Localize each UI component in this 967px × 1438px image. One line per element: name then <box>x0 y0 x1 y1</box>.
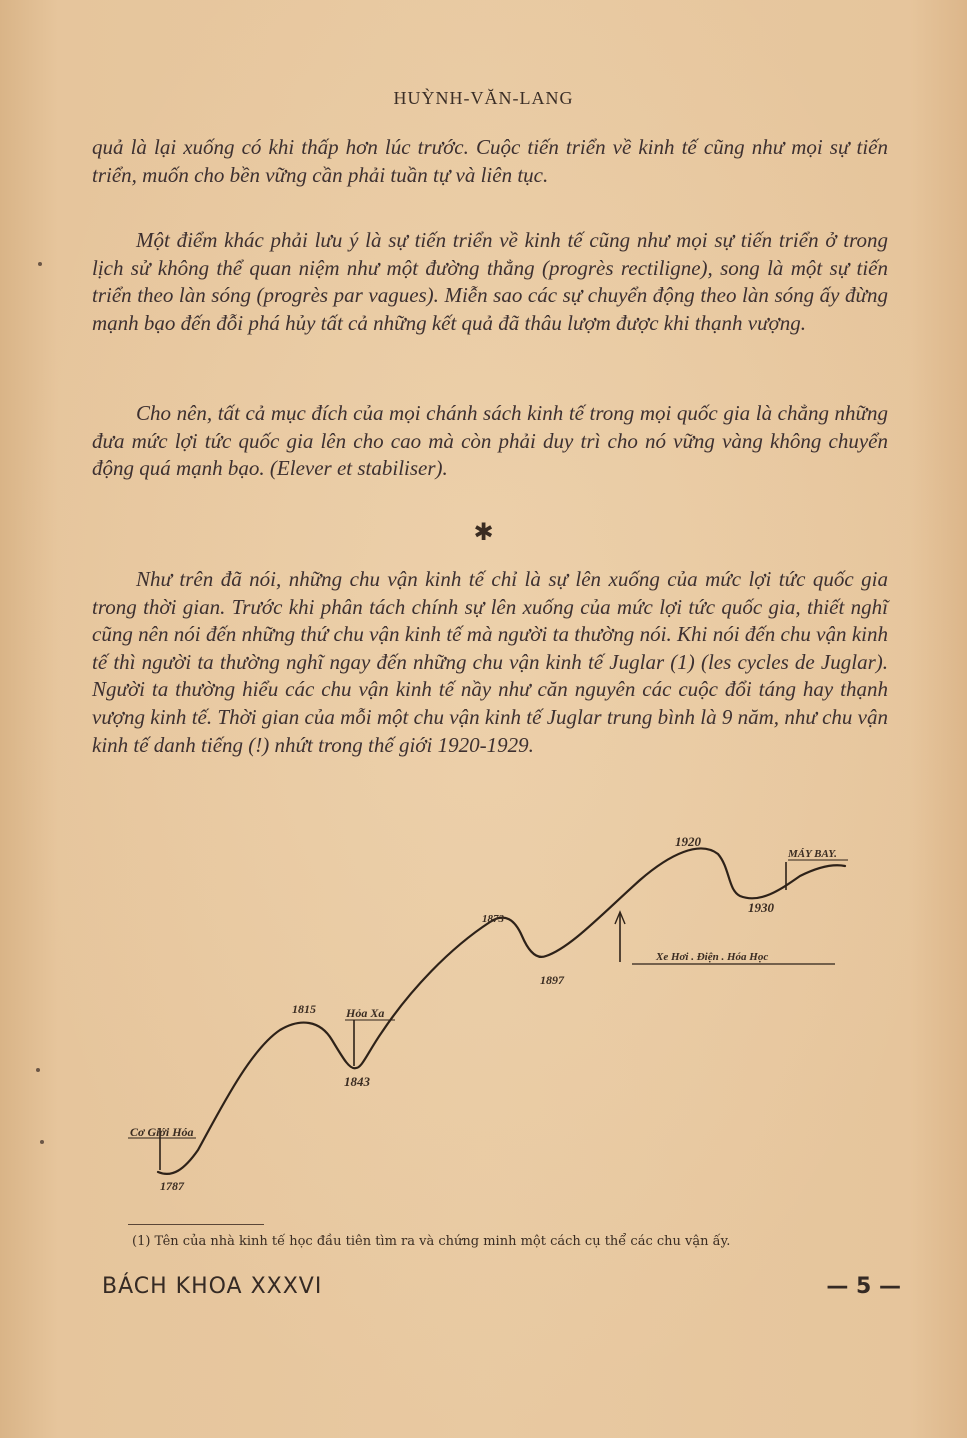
point-label-1843: 1843 <box>344 1074 370 1089</box>
footnote: (1) Tên của nhà kinh tế học đầu tiên tìm ra và chứng minh một cách cụ thể các chu vận ấy. <box>132 1234 731 1249</box>
annotation-xe-hoi-dien-hoa-hoc: Xe Hơi . Điện . Hóa Học <box>656 951 769 963</box>
point-label-1815: 1815 <box>292 1002 316 1016</box>
annotation-may-bay: MÁY BAY. <box>788 848 837 860</box>
paragraph-2: Một điểm khác phải lưu ý là sự tiến triển về kinh tế cũng như mọi sự tiến triển ở trong lịch sử không thể quan niệm như một đường thẳng (progrès rectiligne), song là một sự tiến triển theo làn sóng (progrès par vagues). Miễn sao các sự chuyển động theo làn sóng ấy đừng mạnh bạo đến đỗi phá hủy tất cả những kết quả đã thâu lượm được khi thạnh vượng. <box>92 228 888 335</box>
paragraph-1: quả là lại xuống có khi thấp hơn lúc trước. Cuộc tiến triển về kinh tế cũng như mọi sự tiến triển, muốn cho bền vững cần phải tuần tự và liên tục. <box>92 135 888 187</box>
annotation-hoa-xa: Hỏa Xa <box>346 1006 385 1020</box>
point-label-1897: 1897 <box>540 973 564 987</box>
point-label-1930: 1930 <box>748 900 774 915</box>
point-label-1920: 1920 <box>675 834 701 849</box>
point-label-1873: 1873 <box>482 913 504 925</box>
edge-speck <box>38 262 42 266</box>
annotation-co-gioi-hoa: Cơ Giới Hóa <box>130 1125 194 1139</box>
cycle-curve <box>158 848 845 1173</box>
running-title: HUỲNH-VĂN-LANG <box>393 88 574 108</box>
point-label-1787: 1787 <box>160 1179 184 1193</box>
economic-cycle-chart <box>100 820 860 1210</box>
publication-name: BÁCH KHOA XXXVI <box>102 1274 323 1299</box>
paragraph-3: Cho nên, tất cả mục đích của mọi chánh sách kinh tế trong mọi quốc gia là chẳng những đưa mức lợi tức quốc gia lên cho cao mà còn phải duy trì cho nó vững vàng không chuyển động quá mạnh bạo. (Elever et stabiliser). <box>92 401 888 480</box>
section-separator: ✱ <box>473 518 494 546</box>
paragraph-4: Như trên đã nói, những chu vận kinh tế chỉ là sự lên xuống của mức lợi tức quốc gia trong thời gian. Trước khi phân tách chính sự lên xuống của mức lợi tức quốc gia, thiết nghĩ cũng nên nói đến những thứ chu vận kinh tế mà người ta thường nói. Khi nói đến chu vận kinh tế thì người ta thường nghĩ ngay đến những chu vận kinh tế Juglar (1) (les cycles de Juglar). Người ta thường hiểu các chu vận kinh tế nầy như căn nguyên các cuộc đổi táng hay thạnh vượng kinh tế. Thời gian của mỗi một chu vận kinh tế Juglar trung bình là 9 năm, như chu vận kinh tế danh tiếng (!) nhứt trong thế giới 1920-1929. <box>92 567 888 757</box>
edge-speck <box>40 1140 44 1144</box>
footnote-rule <box>128 1224 264 1225</box>
page-number: — 5 — <box>826 1274 901 1299</box>
edge-speck <box>36 1068 40 1072</box>
